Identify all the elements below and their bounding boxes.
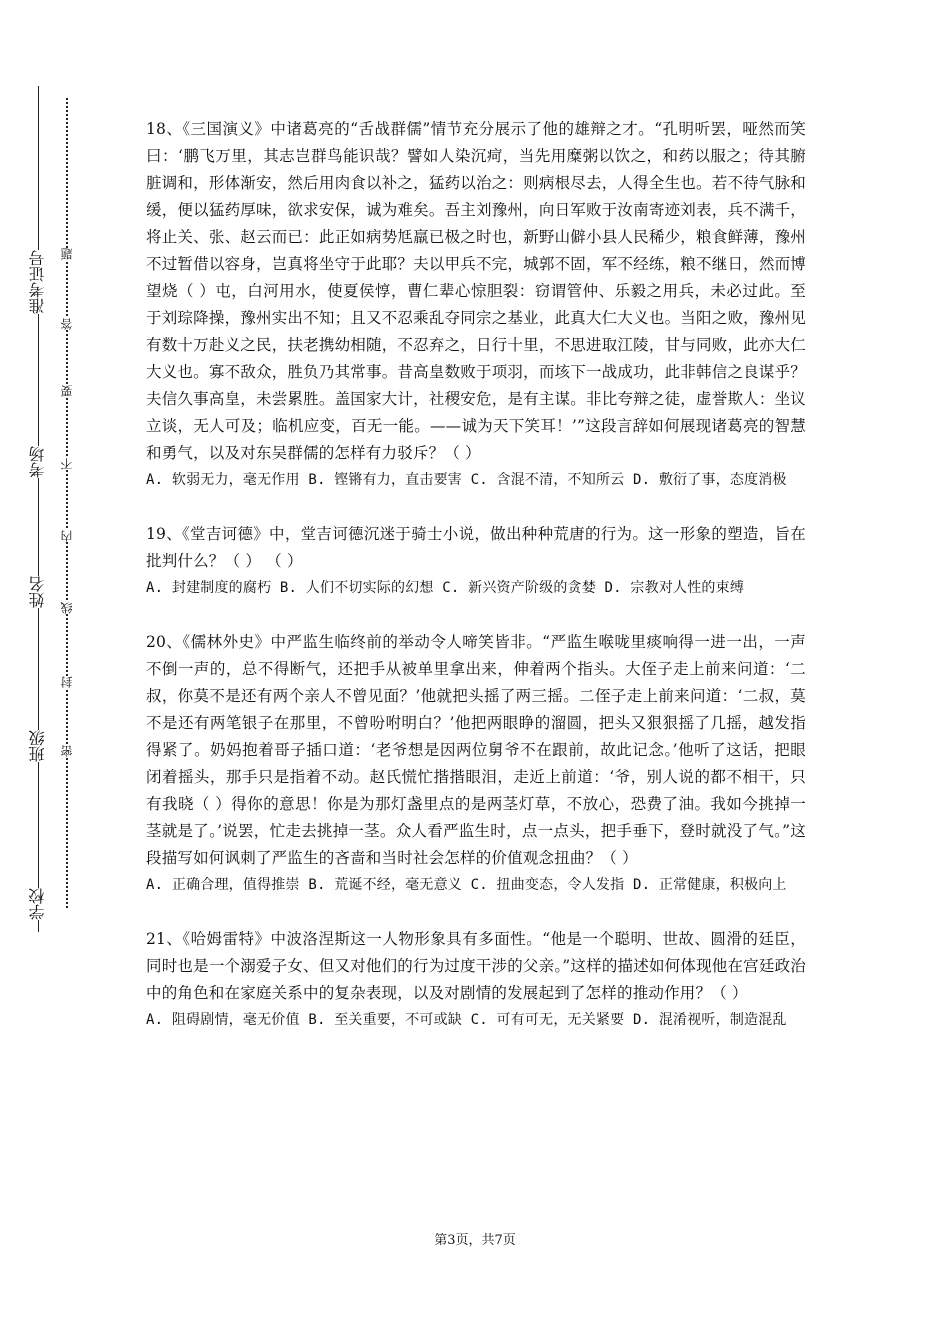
question-text: 20、《儒林外史》中严监生临终前的举动令人啼笑皆非。“严监生喉咙里痰响得一进一出，一声不倒一声的，总不得断气，还把手从被单里拿出来，伸着两个指头。大侄子走上前来问道：‘二叔，你莫不是还有两个亲人不曾见面？’他就把头摇了两三摇。二侄子走上前来问道：‘二叔，莫不是还有两笔银子在那里，不曾吩咐明白？’他把两眼睁的溜圆，把头又狠狠摇了几摇，越发指得紧了。奶妈抱着哥子插口道：‘老爷想是因两位舅爷不在跟前，故此记念。’他听了这话，把眼闭着摇头，那手只是指着不动。赵氏慌忙揩揩眼泪，走近上前道：‘爷，别人说的都不相干，只有我晓（ ）得你的意思！你是为那灯盏里点的是两茎灯草，不放心，恐费了油。我如今挑掉一茎就是了。’说罢，忙走去挑掉一茎。众人看严监生时，点一点头，把手垂下，登时就没了气。”这段描写如何讽刺了严监生的吝啬和当时社会怎样的价值观念扭曲？（ ） xyxy=(146,633,806,867)
question-text: 18、《三国演义》中诸葛亮的“舌战群儒”情节充分展示了他的雄辩之才。“孔明听罢，哑然而笑曰：‘鹏飞万里，其志岂群鸟能识哉？譬如人染沉疴，当先用糜粥以饮之，和药以服之；待其腑脏调和，形体渐安，然后用肉食以补之，猛药以治之：则病根尽去，人得全生也。若不待气脉和缓，便以猛药厚味，欲求安保，诚为难矣。吾主刘豫州，向日军败于汝南寄迹刘表，兵不满千，将止关、张、赵云而已：此正如病势尪羸已极之时也，新野山僻小县人民稀少，粮食鲜薄，豫州不过暂借以容身，岂真将坐守于此耶？夫以甲兵不完，城郭不固，军不经练，粮不继日，然而博望烧（ ）屯，白河用水，使夏侯惇，曹仁辈心惊胆裂：窃谓管仲、乐毅之用兵，未必过此。至于刘琮降操，豫州实出不知；且又不忍乘乱夺同宗之基业，此真大仁大义也。当阳之败，豫州见有数十万赴义之民，扶老携幼相随，不忍弃之，日行十里，不思进取江陵，甘与同败，此亦大仁大义也。寡不敌众，胜负乃其常事。昔高皇数败于项羽，而垓下一战成功，此非韩信之良谋乎？夫信久事高皇，未尝累胜。盖国家大计，社稷安危，是有主谋。非比夸辩之徒，虚誉欺人：坐议立谈，无人可及；临机应变，百无一能。——诚为天下笑耳！’”这段言辞如何展现诸葛亮的智慧和勇气，以及对东吴群儒的怎样有力驳斥？（ ） xyxy=(146,120,806,462)
question-options: A. 正确合理，值得推崇 B. 荒诞不经，毫无意义 C. 扭曲变态，令人发指 D. 正常健康，积极向上 xyxy=(146,877,787,893)
seal-char-feng: 封 xyxy=(60,676,74,688)
seal-char-da: 答 xyxy=(60,318,74,330)
question-options: A. 阻碍剧情，毫无价值 B. 至关重要，不可或缺 C. 可有可无，无关紧要 D. 混淆视听，制造混乱 xyxy=(146,1012,787,1028)
seal-char-bu: 不 xyxy=(60,458,74,470)
exam-number-label: 准考证号 xyxy=(18,250,58,314)
question-text: 19、《堂吉诃德》中，堂吉诃德沉迷于骑士小说，做出种种荒唐的行为。这一形象的塑造，旨在批判什么？（ ） （ ） xyxy=(146,525,806,570)
seal-char-nei: 内 xyxy=(60,530,74,542)
class-label: 班级 xyxy=(18,730,58,762)
question-options: A. 封建制度的腐朽 B. 人们不切实际的幻想 C. 新兴资产阶级的贪婪 D. 宗教对人性的束缚 xyxy=(146,580,745,596)
seal-dotted-line xyxy=(66,98,68,908)
name-label: 姓名 xyxy=(18,576,58,608)
question-options: A. 软弱无力，毫无作用 B. 铿锵有力，直击要害 C. 含混不清，不知所云 D. 敷衍了事，态度消极 xyxy=(146,472,787,488)
question-20 xyxy=(146,629,806,899)
seal-char-xian: 线 xyxy=(60,602,74,614)
question-list xyxy=(146,116,806,1061)
binding-solid-line xyxy=(38,86,39,932)
question-text: 21、《哈姆雷特》中波洛涅斯这一人物形象具有多面性。“他是一个聪明、世故、圆滑的廷臣，同时也是一个溺爱子女、但又对他们的行为过度干涉的父亲。”这样的描述如何体现他在宫廷政治中的角色和在家庭关系中的复杂表现，以及对剧情的发展起到了怎样的推动作用？（ ） xyxy=(146,930,806,1002)
seal-char-yao: 要 xyxy=(60,385,74,397)
exam-room-label: 考场 xyxy=(18,446,58,478)
seal-char-mi: 密 xyxy=(60,745,74,757)
seal-char-ti: 题 xyxy=(60,248,74,260)
question-19 xyxy=(146,521,806,602)
school-label: 学校 xyxy=(18,888,58,920)
question-21 xyxy=(146,926,806,1034)
question-18 xyxy=(146,116,806,494)
page-footer: 第3页，共7页 xyxy=(434,1233,516,1248)
